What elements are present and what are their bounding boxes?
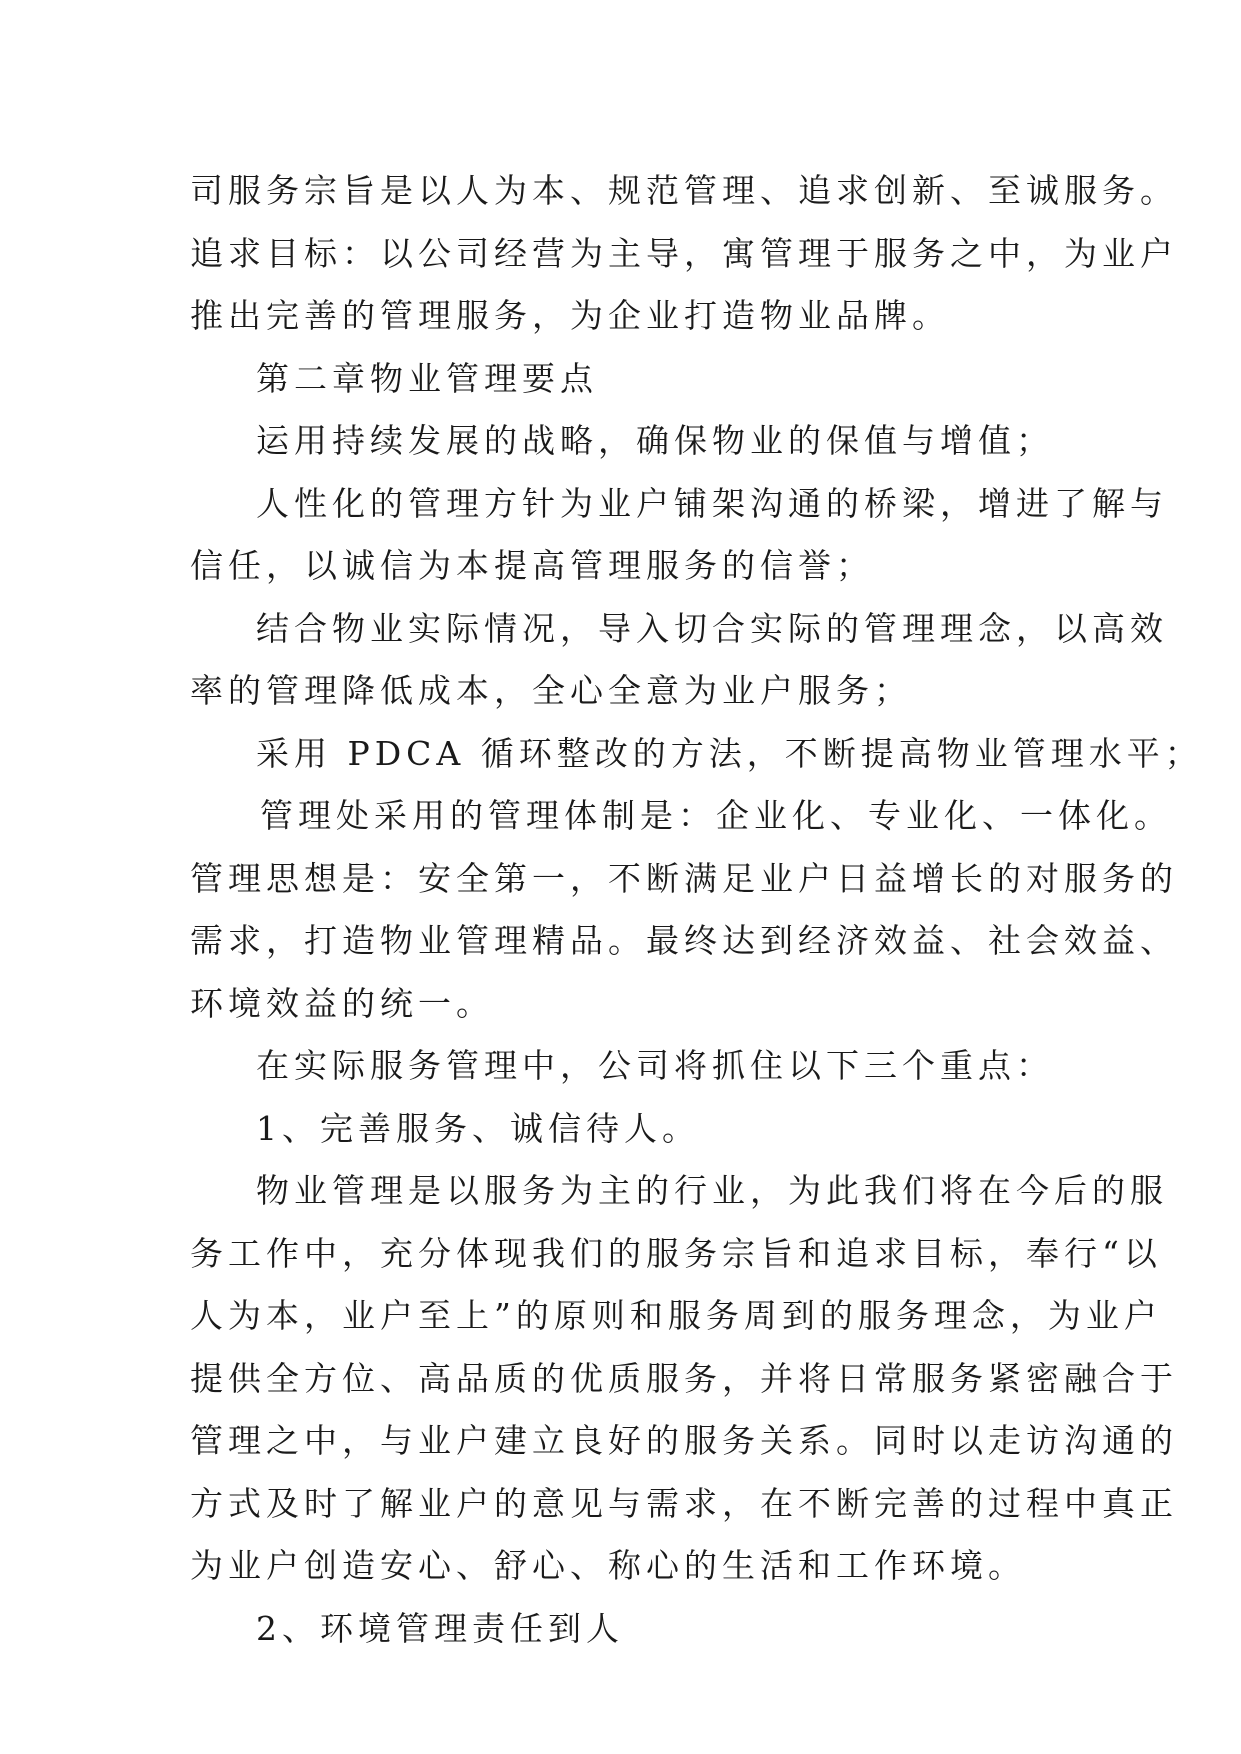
text-line: 在实际服务管理中，公司将抓住以下三个重点： — [256, 1046, 1054, 1085]
text-line: 管理之中，与业户建立良好的服务关系。同时以走访沟通的 — [190, 1421, 1178, 1460]
text-line: 运用持续发展的战略，确保物业的保值与增值； — [256, 421, 1054, 460]
text-line: 率的管理降低成本，全心全意为业户服务； — [190, 671, 912, 710]
text-line: 为业户创造安心、舒心、称心的生活和工作环境。 — [190, 1546, 1026, 1585]
text-line: 结合物业实际情况，导入切合实际的管理理念，以高效 — [256, 608, 1168, 648]
text-line: 管理处采用的管理体制是：企业化、专业化、一体化。 — [260, 796, 1172, 835]
document-body — [190, 160, 1203, 1660]
chapter-heading: 第二章物业管理要点 — [256, 358, 598, 398]
text-line: 需求，打造物业管理精品。最终达到经济效益、社会效益、 — [190, 921, 1178, 960]
text-line: 信任，以诚信为本提高管理服务的信誉； — [190, 546, 874, 585]
text-line: 环境效益的统一。 — [190, 983, 494, 1023]
text-line: 司服务宗旨是以人为本、规范管理、追求创新、至诚服务。 — [190, 171, 1178, 210]
text-line: 采用 PDCA 循环整改的方法，不断提高物业管理水平； — [256, 733, 1203, 773]
text-line: 管理思想是：安全第一，不断满足业户日益增长的对服务的 — [190, 858, 1178, 898]
text-line: 推出完善的管理服务，为企业打造物业品牌。 — [190, 296, 950, 335]
text-line: 务工作中，充分体现我们的服务宗旨和追求目标，奉行“以 — [190, 1233, 1162, 1273]
text-line: 方式及时了解业户的意见与需求，在不断完善的过程中真正 — [190, 1483, 1178, 1523]
text-line: 提供全方位、高品质的优质服务，并将日常服务紧密融合于 — [190, 1358, 1178, 1398]
text-line: 人为本，业户至上”的原则和服务周到的服务理念，为业户 — [190, 1296, 1162, 1335]
section-heading: 2、环境管理责任到人 — [256, 1608, 624, 1648]
text-line: 人性化的管理方针为业户铺架沟通的桥梁，增进了解与 — [256, 483, 1168, 523]
text-line: 追求目标：以公司经营为主导，寓管理于服务之中，为业户 — [190, 233, 1178, 273]
section-heading: 1、完善服务、诚信待人。 — [256, 1108, 700, 1148]
text-line: 物业管理是以服务为主的行业，为此我们将在今后的服 — [256, 1171, 1168, 1210]
